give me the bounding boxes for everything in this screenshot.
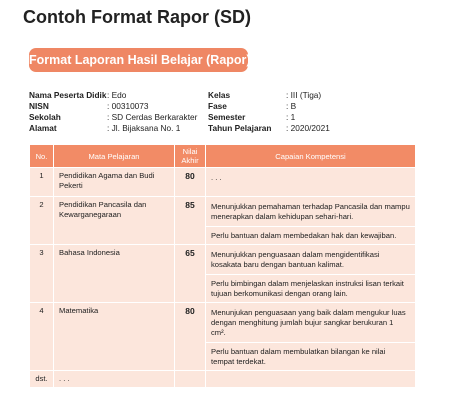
competency-text: Menunjukkan penguasaan dalam mengidentifikasi kosakata baru dengan bantuan kalimat. [211, 250, 380, 269]
header-final-score-line2: Akhir [181, 156, 199, 165]
identity-label-class: Kelas [208, 90, 231, 100]
row-number: 1 [30, 168, 54, 197]
table-row [30, 371, 416, 388]
row-subject: Pendidikan Agama dan Budi Pekerti [54, 168, 175, 197]
identity-value-class: : III (Tiga) [286, 90, 322, 100]
row-score [175, 371, 206, 388]
row-subject: Pendidikan Pancasila dan Kewarganegaraan [54, 197, 175, 245]
row-competency [206, 245, 416, 303]
table-row [30, 245, 416, 303]
header-final-score [175, 145, 206, 168]
row-competency [206, 168, 416, 197]
identity-value-address: : Jl. Bijaksana No. 1 [107, 123, 181, 133]
identity-label-phase: Fase [208, 101, 227, 111]
identity-value-name: : Edo [107, 90, 127, 100]
identity-label-address: Alamat [29, 123, 57, 133]
report-table [29, 144, 416, 388]
row-competency [206, 303, 416, 371]
format-title-badge: Format Laporan Hasil Belajar (Rapor) [29, 48, 248, 72]
identity-label-name: Nama Peserta Didik [29, 90, 107, 100]
competency-text: Perlu bantuan dalam membedakan hak dan kewajiban. [206, 226, 415, 241]
row-score: 65 [175, 245, 206, 303]
row-score: 80 [175, 168, 206, 197]
row-competency [206, 371, 416, 388]
row-number: dst. [30, 371, 54, 388]
identity-label-year: Tahun Pelajaran [208, 123, 272, 133]
competency-text: . . . [211, 173, 222, 182]
identity-value-year: : 2020/2021 [286, 123, 330, 133]
identity-value-school: : SD Cerdas Berkarakter [107, 112, 198, 122]
header-competency: Capaian Kompetensi [206, 145, 416, 168]
row-number: 3 [30, 245, 54, 303]
table-row [30, 168, 416, 197]
row-score: 80 [175, 303, 206, 371]
competency-text: Menunjukan penguasaan yang baik dalam mengukur luas dengan menghitung jumlah bujur sangkar berukuran 1 cm². [211, 308, 406, 337]
row-number: 2 [30, 197, 54, 245]
row-score: 85 [175, 197, 206, 245]
identity-label-school: Sekolah [29, 112, 61, 122]
identity-value-nisn: : 00310073 [107, 101, 149, 111]
table-header-row [30, 145, 416, 168]
identity-value-semester: : 1 [286, 112, 296, 122]
row-subject: Matematika [54, 303, 175, 371]
row-subject: . . . [54, 371, 175, 388]
row-number: 4 [30, 303, 54, 371]
competency-text: Perlu bimbingan dalam menjelaskan instruksi lisan terkait tujuan berkomunikasi dengan orang lain. [206, 274, 415, 299]
competency-text: Menunjukkan pemahaman terhadap Pancasila dan mampu menerapkan dalam kehidupan sehari-hari. [211, 202, 410, 221]
table-row [30, 197, 416, 245]
competency-text: Perlu bantuan dalam membulatkan bilangan ke nilai tempat terdekat. [206, 342, 415, 367]
row-subject: Bahasa Indonesia [54, 245, 175, 303]
page-title: Contoh Format Rapor (SD) [23, 7, 251, 27]
header-final-score-line1: Nilai [182, 147, 198, 156]
header-no: No. [30, 145, 54, 168]
row-competency [206, 197, 416, 245]
table-row [30, 303, 416, 371]
identity-label-nisn: NISN [29, 101, 49, 111]
identity-label-semester: Semester [208, 112, 246, 122]
header-subject: Mata Pelajaran [54, 145, 175, 168]
identity-value-phase: : B [286, 101, 297, 111]
